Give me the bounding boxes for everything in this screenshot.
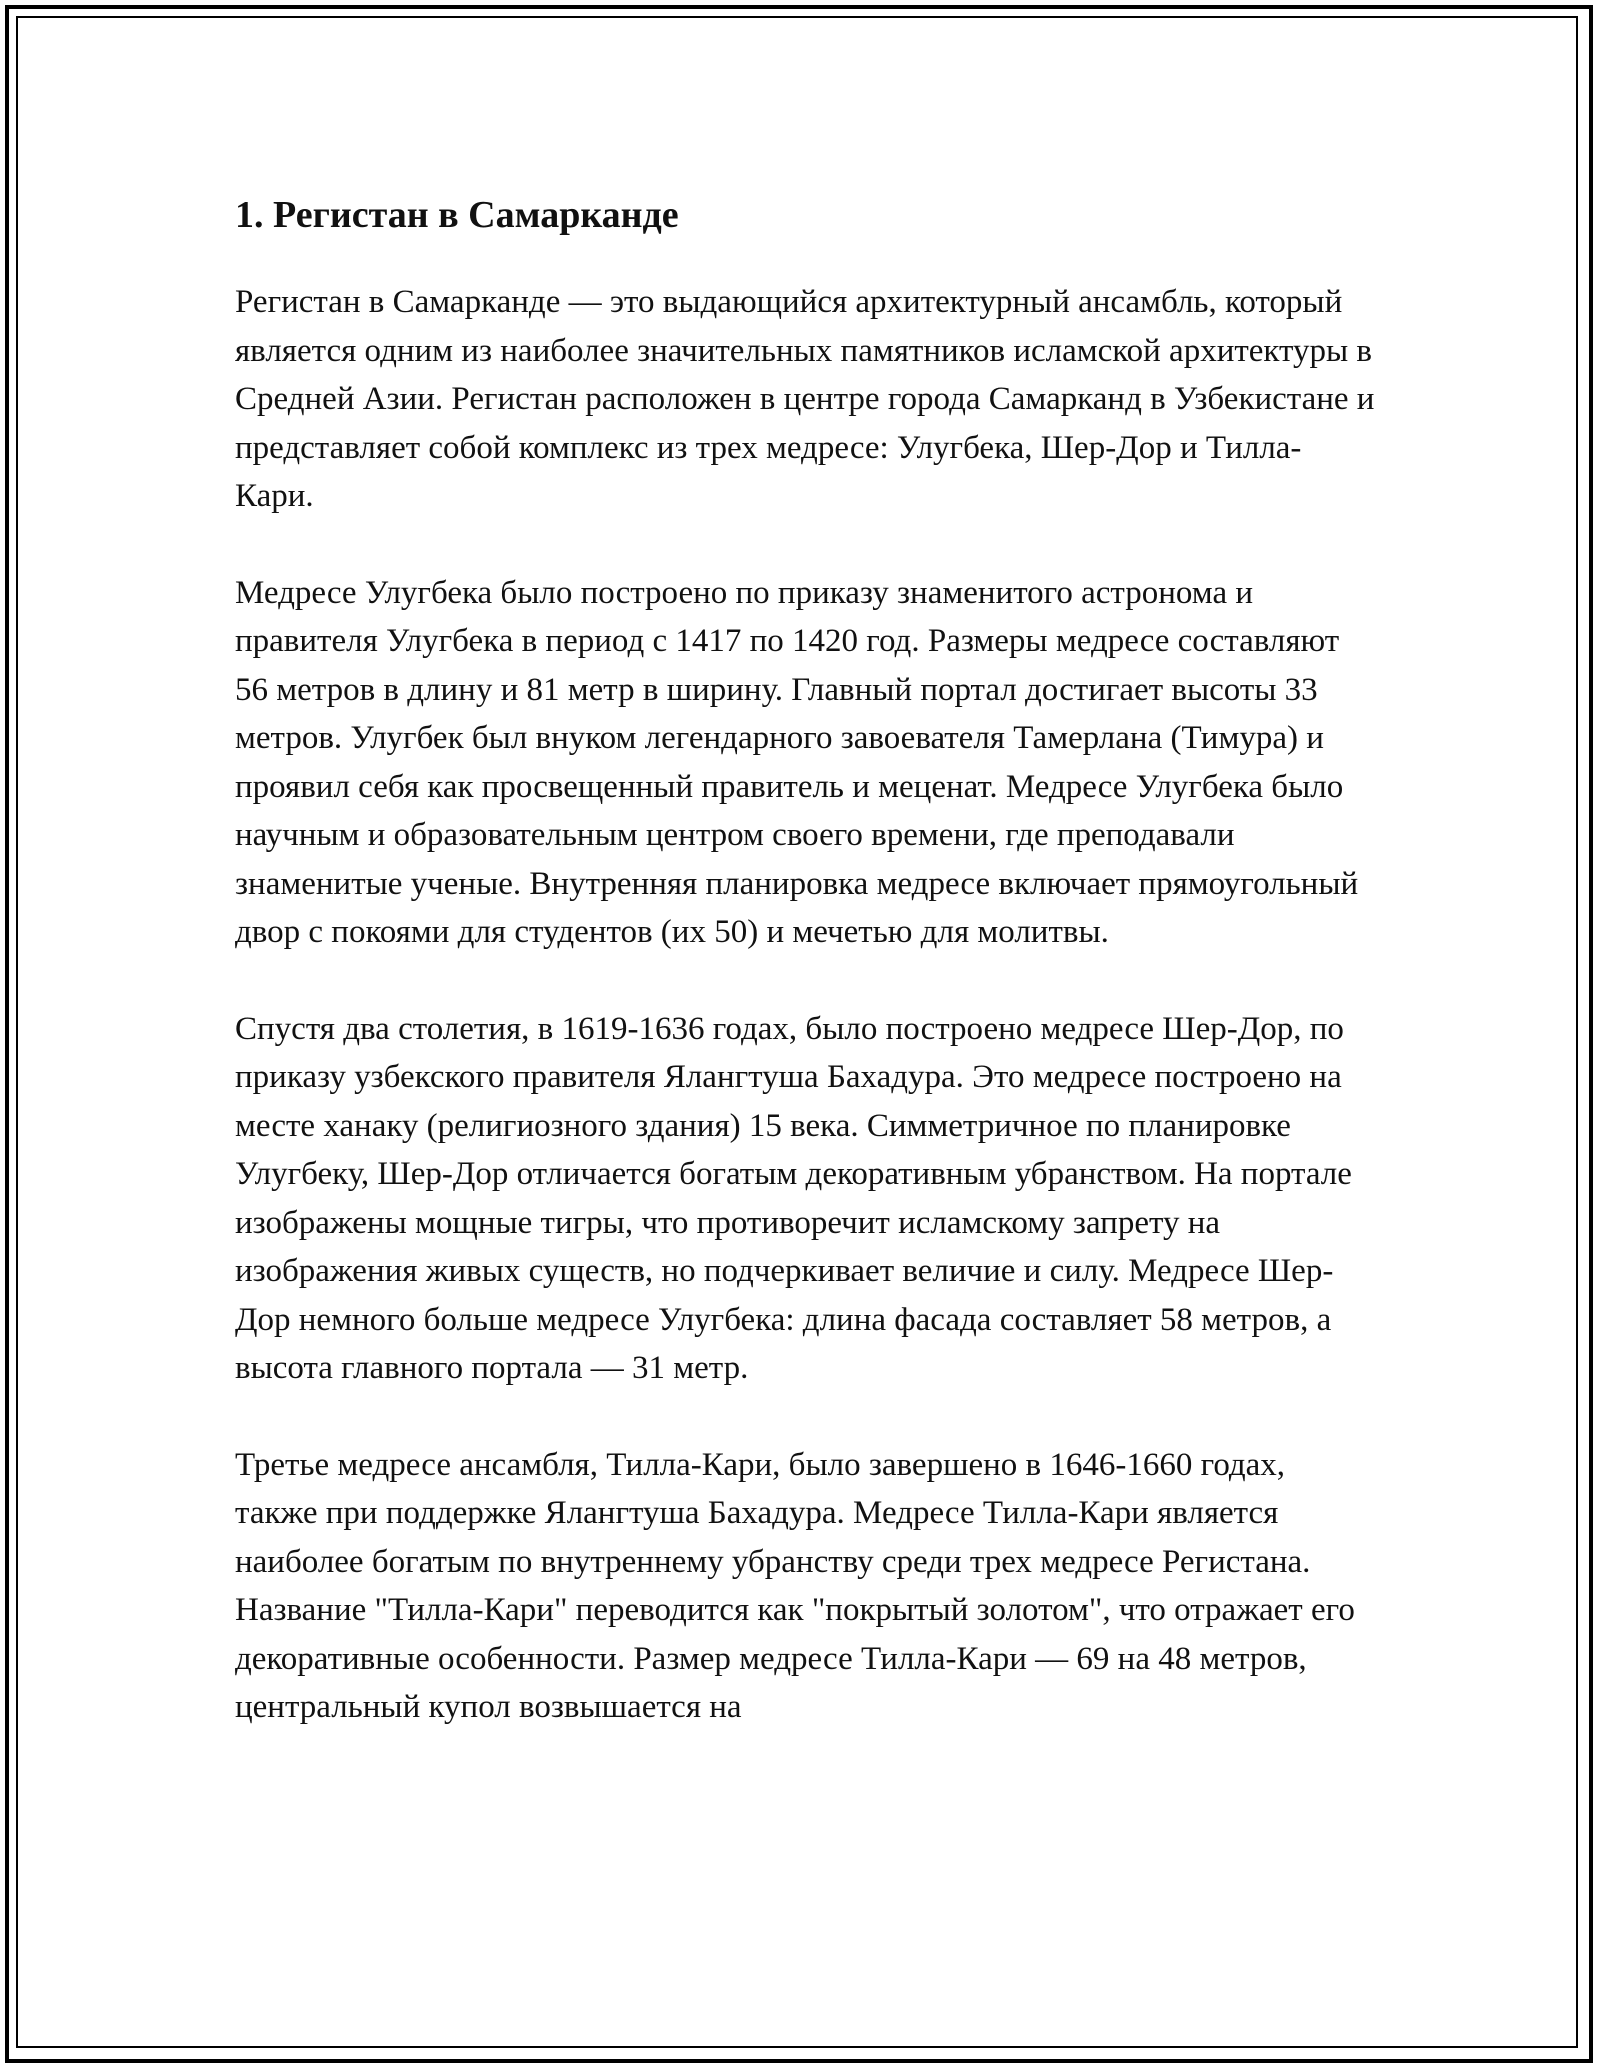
section-heading: 1. Регистан в Самарканде	[235, 194, 679, 236]
paragraph-tilla-kari-madrasa: Третье медресе ансамбля, Тилла-Кари, было завершено в 1646-1660 годах, также при поддержке Ялангтуша Бахадура. Медресе Тилла-Кари является наиболее богатым по внутреннему убранству среди трех медресе Регистана. Название "Тилла-Кари" переводится как "покрытый золотом", что отражает его декоративные особенности. Размер медресе Тилла-Кари — 69 на 48 метров, центральный купол возвышается на	[235, 1446, 1355, 1725]
document-body	[235, 180, 1375, 1732]
paragraph-ulugbek-madrasa: Медресе Улугбека было построено по приказу знаменитого астронома и правителя Улугбека в период с 1417 по 1420 год. Размеры медресе составляют 56 метров в длину и 81 метр в ширину. Главный портал достигает высоты 33 метров. Улугбек был внуком легендарного завоевателя Тамерлана (Тимура) и проявил себя как просвещенный правитель и меценат. Медресе Улугбека было научным и образовательным центром своего времени, где преподавали знаменитые ученые. Внутренняя планировка медресе включает прямоугольный двор с покоями для студентов (их 50) и мечетью для молитвы.	[235, 574, 1359, 950]
paragraph-intro: Регистан в Самарканде — это выдающийся архитектурный ансамбль, который является одним из наиболее значительных памятников исламской архитектуры в Средней Азии. Регистан расположен в центре города Самарканд в Узбекистане и представляет собой комплекс из трех медресе: Улугбека, Шер-Дор и Тилла-Кари.	[235, 284, 1375, 514]
paragraph-sher-dor-madrasa: Спустя два столетия, в 1619-1636 годах, было построено медресе Шер-Дор, по приказу узбекского правителя Ялангтуша Бахадура. Это медресе построено на месте ханаку (религиозного здания) 15 века. Симметричное по планировке Улугбеку, Шер-Дор отличается богатым декоративным убранством. На портале изображены мощные тигры, что противоречит исламскому запрету на изображения живых существ, но подчеркивает величие и силу. Медресе Шер-Дор немного больше медресе Улугбека: длина фасада составляет 58 метров, а высота главного портала — 31 метр.	[235, 1010, 1352, 1386]
